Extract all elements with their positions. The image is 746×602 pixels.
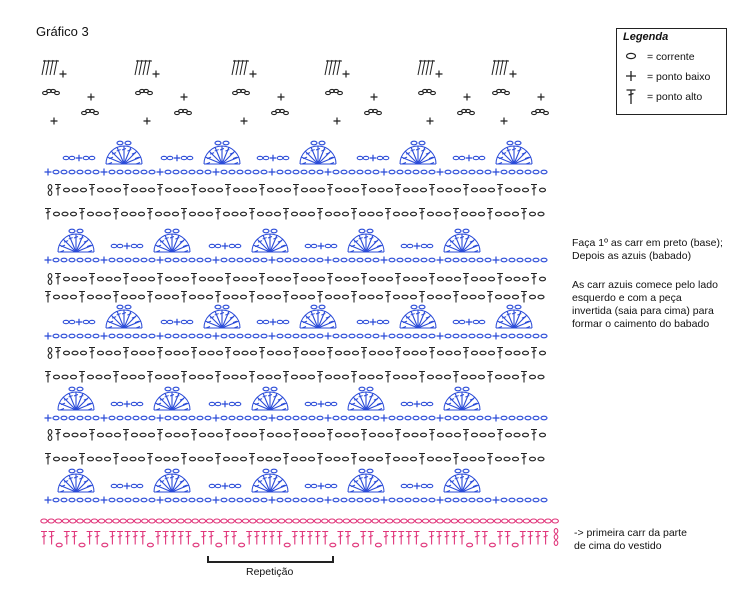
- instruction-note-1: Faça 1º as carr em preto (base); Depois as azuis (babado): [572, 237, 723, 262]
- chart-title: Gráfico 3: [36, 24, 89, 39]
- instruction-note-2: As carr azuis comece pelo lado esquerdo e com a peça invertida (saia para cima) para formar o caimento do babado: [572, 279, 718, 330]
- base-row-2: [45, 209, 544, 220]
- legend-item-double-crochet: [623, 88, 723, 106]
- base-row-7: [55, 430, 546, 441]
- ruffle-row-3: [45, 305, 548, 339]
- base-row-5: [55, 348, 546, 359]
- base-row-3: [55, 274, 546, 285]
- first-row-note: -> primeira carr da parte de cima do vestido: [574, 527, 687, 552]
- legend-label-double-crochet: = ponto alto: [647, 91, 703, 103]
- chain-oval-icon: [623, 48, 639, 66]
- repeat-label: Repetição: [246, 566, 294, 578]
- legend-item-chain: [623, 48, 723, 66]
- base-row-6: [45, 372, 544, 383]
- legend-box: [616, 28, 727, 115]
- ruffle-row-2: [45, 229, 548, 263]
- legend-item-single-crochet: [623, 68, 723, 86]
- ruffle-row-1: [45, 141, 548, 175]
- legend-label-single-crochet: = ponto baixo: [647, 71, 711, 83]
- first-row-pink: [41, 519, 559, 547]
- side-chain-column-1: [48, 185, 52, 196]
- legend-title: Legenda: [623, 31, 669, 43]
- top-border-motifs: [42, 60, 548, 125]
- plus-stitch-icon: [623, 68, 639, 86]
- side-chain-column-3: [48, 348, 52, 359]
- base-row-8: [45, 454, 544, 465]
- base-row-4: [45, 292, 544, 303]
- double-crochet-icon: [623, 88, 639, 106]
- ruffle-row-4: [45, 387, 548, 421]
- legend-label-chain: = corrente: [647, 51, 695, 63]
- side-chain-column-2: [48, 274, 52, 285]
- side-chain-column-4: [48, 430, 52, 441]
- ruffle-row-5: [45, 469, 548, 503]
- base-row-1: [55, 185, 546, 196]
- repeat-bracket: [208, 556, 333, 562]
